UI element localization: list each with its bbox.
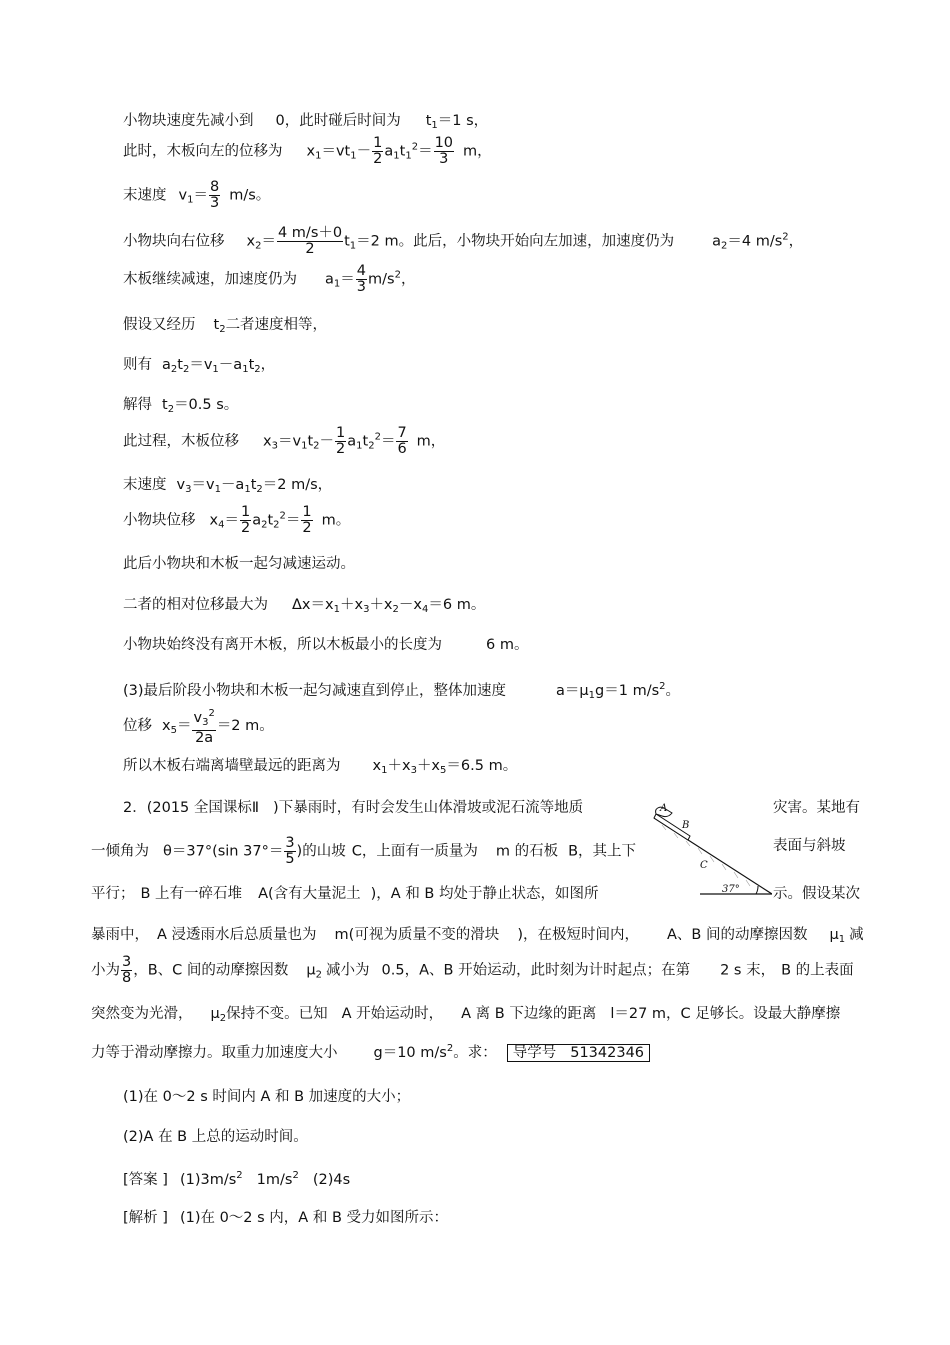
fraction: $\frac{7}{6}$ [397, 425, 407, 457]
fraction: $\frac{1}{2}$ [373, 135, 383, 167]
problem-2-line-4: 暴雨中， A 浸透雨水后总质量也为 m(可视为质量不变的滑块 )，在极短时间内， A、B 间的动摩擦因数 $\mu_1$ 减 [91, 927, 864, 945]
guide-number-box: 导学号 51342346 [507, 1044, 650, 1062]
analysis-line: [解析 ] (1)在 0～2 s 内，A 和 B 受力如图所示： [123, 1210, 449, 1226]
problem-2-line-3-right: 示。假设某次 [773, 886, 860, 902]
text-line-14: 小物块始终没有离开木板，所以木板最小的长度为 6 m。 [123, 637, 529, 653]
problem-2-line-2-right: 表面与斜坡 [773, 838, 846, 854]
fraction: $\frac{10}{3}$ [434, 135, 454, 167]
problem-2-line-3: 平行； B 上有一碎石堆 A(含有大量泥土 )，A 和 B 均处于静止状态，如图所 [91, 886, 599, 902]
text-line-1: 小物块速度先减小到 0，此时碰后时间为 $t_1=1$ s， [123, 113, 489, 131]
angle-label: 37° [722, 884, 740, 895]
fraction: $\frac{4}{3}$ [356, 263, 366, 295]
text-line-16: 位移 $x_5=$ $\frac{v_3^2}{2a}$ ＝2 m。 [123, 708, 274, 746]
fraction: $\frac{1}{2}$ [302, 504, 312, 536]
slope-figure [652, 798, 772, 906]
label-a: A [660, 803, 668, 814]
text-line-5: 木板继续减速，加速度仍为 $a_1=$ $\frac{4}{3}$ $m/s^2$， [123, 263, 416, 295]
problem-2-line-2: 一倾角为 θ＝37°(sin 37°＝ $\frac{3}{5}$ )的山坡 C，上面有一质量为 m 的石板 B，其上下 [91, 835, 637, 867]
problem-2-line-5: 小为 $\frac{3}{8}$ ，B、C 间的动摩擦因数 $\mu_2$ 减小为 0.5，A、B 开始运动，此时刻为计时起点；在第 2 s 末， B 的上表面 [91, 954, 854, 986]
fraction: $\frac{v_3^2}{2a}$ [193, 708, 215, 746]
text-line-8: 解得 $t_2=0.5$ s。 [123, 397, 239, 415]
problem-2-line-6: 突然变为光滑， $\mu_2$保持不变。已知 A 开始运动时， A 离 B 下边缘的距离 l＝27 m，C 足够长。设最大静摩擦 [91, 1006, 841, 1024]
text-line-4: 小物块向右位移 $x_2=$ $\frac{4 m/s+0}{2}$ $t_1=2$ m。此后，小物块开始向左加速，加速度仍为 $a_2=4$ $m/s^2$， [123, 225, 804, 257]
text-line-2: 此时，木板向左的位移为 $x_1=vt_1-$ $\frac{1}{2}$ $a_1t_1^2=$ $\frac{10}{3}$ m， [123, 135, 492, 167]
text-line-6: 假设又经历 $t_2$二者速度相等， [123, 317, 328, 335]
text-line-12: 此后小物块和木板一起匀减速运动。 [123, 556, 355, 572]
text-line-10: 末速度 $v_3=v_1-a_1t_2=2$ m/s， [123, 477, 333, 495]
problem-2-line-1-right: 灾害。某地有 [773, 800, 860, 816]
text-line-13: 二者的相对位移最大为 $\Delta x=x_1+x_3+x_2-x_4=6$ m。 [123, 597, 486, 615]
question-2: (2)A 在 B 上总的运动时间。 [123, 1129, 308, 1145]
fraction: $\frac{4 m/s+0}{2}$ [277, 225, 343, 257]
text-line-17: 所以木板右端离墙壁最远的距离为 $x_1+x_3+x_5=6.5$ m。 [123, 758, 518, 776]
text-line-15: (3)最后阶段小物块和木板一起匀减速直到停止，整体加速度 $a=\mu_1g=1$ $m/s^2$。 [123, 681, 681, 701]
fraction: $\frac{3}{8}$ [122, 954, 132, 986]
slope-diagram [652, 798, 772, 902]
text-line-7: 则有 $a_2t_2=v_1-a_1t_2$， [123, 357, 276, 375]
fraction: $\frac{1}{2}$ [240, 504, 251, 536]
text-line-3: 末速度 $v_1=$ $\frac{8}{3}$ m/s。 [123, 179, 271, 211]
question-1: (1)在 0～2 s 时间内 A 和 B 加速度的大小； [123, 1089, 411, 1105]
slope-hatching [662, 825, 750, 886]
label-c: C [700, 860, 708, 871]
angle-arc [756, 886, 758, 894]
fraction: $\frac{1}{2}$ [336, 425, 346, 457]
fraction: $\frac{8}{3}$ [209, 179, 220, 211]
fraction: $\frac{3}{5}$ [285, 835, 295, 867]
text-line-11: 小物块位移 $x_4=$ $\frac{1}{2}$ $a_2t_2^2=$ $\frac{1}{2}$ m。 [123, 504, 351, 536]
answer-line: [答案 ] $(1)3m/s^2$ $1m/s^2$ (2)4s [123, 1170, 351, 1188]
problem-2-line-7: 力等于滑动摩擦力。取重力加速度大小 g＝10 $m/s^2$。求： 导学号 51342346 [91, 1039, 650, 1063]
text-line-9: 此过程，木板位移 $x_3=v_1t_2-$ $\frac{1}{2}$ $a_1t_2^2=$ $\frac{7}{6}$ m， [123, 425, 446, 457]
problem-2-line-1: 2．(2015 全国课标Ⅱ )下暴雨时，有时会发生山体滑坡或泥石流等地质 [123, 800, 584, 816]
label-b: B [682, 820, 690, 831]
